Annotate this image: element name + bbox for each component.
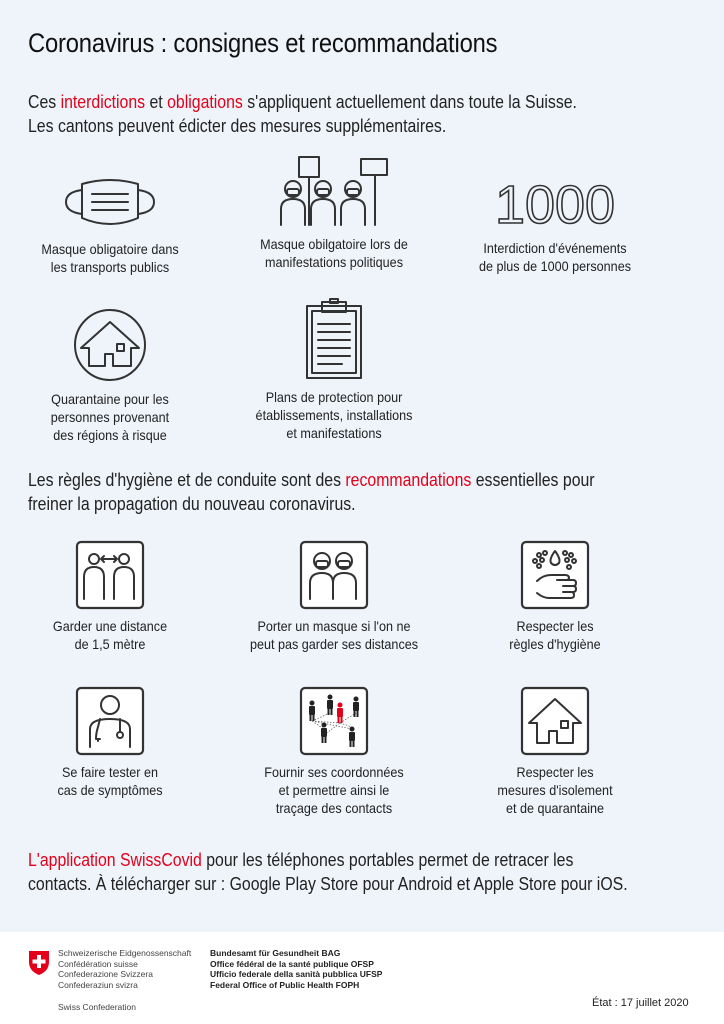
masked-protesters-icon: [279, 155, 389, 227]
obligation-label: [11, 390, 209, 444]
label-line: Se faire tester en: [62, 764, 158, 780]
intro-text-line2: Les cantons peuvent édicter des mesures supplémentaires.: [28, 116, 447, 136]
label-line: Plans de protection pour: [265, 389, 403, 405]
confederation-name: Confederaziun svizra: [58, 979, 138, 990]
label-line: cas de symptômes: [57, 782, 163, 798]
obligation-item: [445, 175, 665, 275]
obligation-label: [235, 235, 433, 271]
label-line: Porter un masque si l'on ne: [257, 618, 411, 634]
hygiene-text: Les règles d'hygiène et de conduite sont des: [28, 470, 346, 490]
app-paragraph: [28, 848, 628, 896]
label-line: Fournir ses coordonnées: [264, 764, 404, 780]
label-line: de 1,5 mètre: [74, 636, 146, 652]
recommendation-item: [0, 541, 220, 653]
recommendation-label: [235, 763, 433, 817]
office-names: [210, 948, 382, 990]
recommendation-label: [456, 617, 654, 653]
label-line: établissements, installations: [255, 407, 413, 423]
label-line: des régions à risque: [53, 427, 167, 443]
obligation-label: [11, 240, 209, 276]
house-isolation-icon: [521, 687, 589, 755]
svg-text:1000: 1000: [494, 175, 616, 235]
house-circle-icon: [73, 308, 147, 382]
label-line: Quarantaine pour les: [51, 391, 169, 407]
label-line: et de quarantaine: [505, 800, 605, 816]
swisscovid-app-highlight: L'application SwissCovid: [28, 850, 202, 870]
recommendation-label: [235, 617, 433, 653]
intro-text: Ces: [28, 92, 61, 112]
face-mask-icon: [60, 172, 160, 232]
distance-icon: [76, 541, 144, 609]
hygiene-text: essentielles pour: [471, 470, 595, 490]
recommendation-item: [224, 687, 444, 817]
intro-paragraph: [28, 90, 577, 138]
confederation-name: Confédération suisse: [58, 958, 138, 969]
number-1000-icon: [494, 175, 616, 235]
recommendation-label: [11, 617, 209, 653]
interdictions-highlight: interdictions: [60, 92, 146, 112]
recommandations-highlight: recommandations: [345, 470, 472, 490]
obligation-item: [0, 308, 220, 444]
office-name: Office fédéral de la santé publique OFSP: [210, 958, 374, 969]
office-name: Federal Office of Public Health FOPH: [210, 979, 360, 990]
confederation-names: [58, 948, 191, 990]
label-line: et permettre ainsi le: [278, 782, 390, 798]
label-line: les transports publics: [50, 259, 170, 275]
obligation-label: [456, 239, 654, 275]
label-line: mesures d'isolement: [497, 782, 613, 798]
hygiene-paragraph: [28, 468, 595, 516]
label-line: et manifestations: [286, 425, 382, 441]
intro-text: s'appliquent actuellement dans toute la Suisse.: [242, 92, 577, 112]
label-line: manifestations politiques: [265, 254, 403, 270]
recommendation-item: [445, 541, 665, 653]
app-text: pour les téléphones portables permet de retracer les: [201, 850, 574, 870]
hygiene-text-line2: freiner la propagation du nouveau coronavirus.: [28, 494, 356, 514]
obligation-item: [0, 172, 220, 276]
clipboard-icon: [304, 298, 364, 380]
office-name: Ufficio federale della sanità pubblica UFSP: [210, 969, 383, 979]
label-line: personnes provenant: [50, 409, 170, 425]
label-line: Garder une distance: [52, 618, 168, 634]
intro-text: et: [145, 92, 168, 112]
contact-tracing-icon: [300, 687, 368, 755]
obligation-item: [224, 155, 444, 271]
obligation-item: [224, 298, 444, 442]
label-line: peut pas garder ses distances: [249, 636, 419, 652]
label-line: Masque obligatoire dans: [41, 241, 179, 257]
doctor-stethoscope-icon: [76, 687, 144, 755]
label-line: Respecter les: [516, 618, 594, 634]
recommendation-label: [11, 763, 209, 799]
swiss-crest-icon: [28, 950, 50, 976]
label-line: règles d'hygiène: [509, 636, 601, 652]
label-line: de plus de 1000 personnes: [478, 258, 632, 274]
app-text-line2: contacts. À télécharger sur : Google Play Store pour Android et Apple Store pour iOS.: [28, 874, 628, 894]
recommendation-label: [456, 763, 654, 817]
obligations-highlight: obligations: [167, 92, 243, 112]
mask-people-icon: [300, 541, 368, 609]
label-line: Masque obilgatoire lors de: [260, 236, 408, 252]
label-line: Interdiction d'événements: [483, 240, 627, 256]
page-title: Coronavirus : consignes et recommandations: [28, 28, 498, 58]
confederation-name: Confederazione Svizzera: [58, 969, 153, 979]
office-name: Bundesamt für Gesundheit BAG: [210, 948, 341, 958]
swiss-confederation: Swiss Confederation: [58, 1002, 136, 1012]
recommendation-item: [0, 687, 220, 799]
label-line: traçage des contacts: [275, 800, 393, 816]
label-line: Respecter les: [516, 764, 594, 780]
hand-washing-icon: [521, 541, 589, 609]
confederation-name: Schweizerische Eidgenossenschaft: [58, 948, 192, 958]
obligation-label: [235, 388, 433, 442]
status-date: État : 17 juillet 2020: [592, 997, 689, 1009]
recommendation-item: [224, 541, 444, 653]
recommendation-item: [445, 687, 665, 817]
